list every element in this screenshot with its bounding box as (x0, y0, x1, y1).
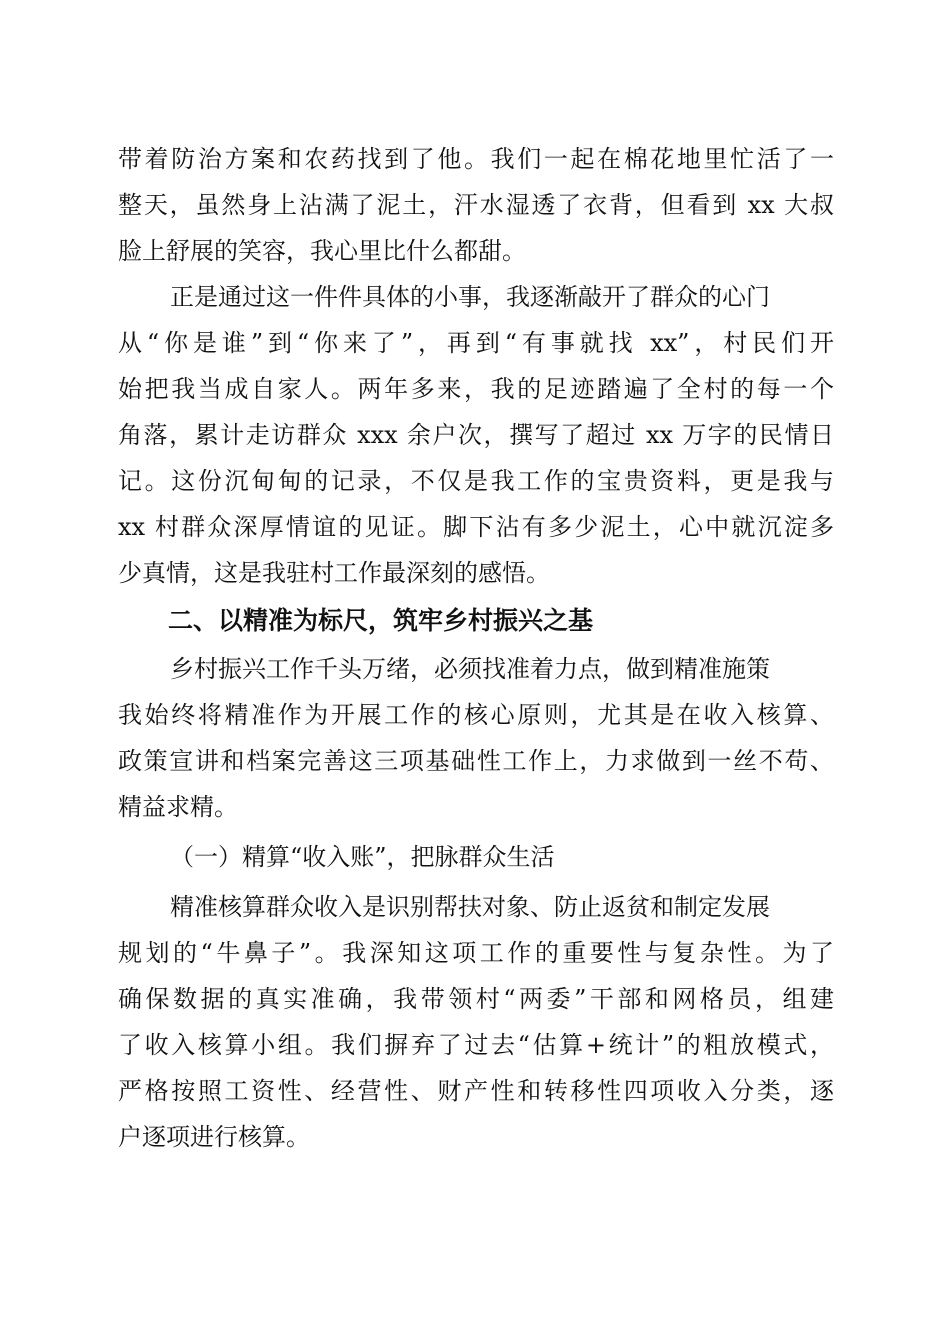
text-line: 确保数据的真实准确，我带领村“两委”干部和网格员，组建 (118, 985, 834, 1013)
paragraph-3 (118, 646, 834, 830)
document-page (118, 136, 834, 1160)
text-line: 记。这份沉甸甸的记录，不仅是我工作的宝贵资料，更是我与 (118, 467, 834, 495)
text-line: 户逐项进行核算。 (118, 1123, 310, 1151)
text-line: 带着防治方案和农药找到了他。我们一起在棉花地里忙活了一 (118, 145, 834, 173)
text-line: 始把我当成自家人。两年多来，我的足迹踏遍了全村的每一个 (118, 375, 834, 403)
section-heading: 二、以精准为标尺，筑牢乡村振兴之基 (168, 606, 594, 635)
text-line: 我始终将精准作为开展工作的核心原则，尤其是在收入核算、 (118, 701, 834, 729)
paragraph-2 (118, 274, 834, 596)
text-line: xx 村群众深厚情谊的见证。脚下沾有多少泥土，心中就沉淀多 (118, 513, 834, 541)
paragraph-4 (118, 884, 834, 1160)
text-line: 精益求精。 (118, 793, 238, 821)
text-line: 角落，累计走访群众 xxx 余户次，撰写了超过 xx 万字的民情日 (118, 421, 834, 449)
text-line: 政策宣讲和档案完善这三项基础性工作上，力求做到一丝不苟、 (118, 747, 834, 775)
text-line: 规划的“牛鼻子”。我深知这项工作的重要性与复杂性。为了 (118, 939, 834, 967)
text-line: 精准核算群众收入是识别帮扶对象、防止返贫和制定发展 (170, 893, 770, 921)
text-line: 脸上舒展的笑容，我心里比什么都甜。 (118, 237, 526, 265)
paragraph-1 (118, 136, 834, 274)
text-line: 乡村振兴工作千头万绪，必须找准着力点，做到精准施策 (170, 655, 770, 683)
text-line: 少真情，这是我驻村工作最深刻的感悟。 (118, 559, 550, 587)
text-line: 了收入核算小组。我们摒弃了过去“估算+统计”的粗放模式， (118, 1031, 834, 1059)
text-line: 严格按照工资性、经营性、财产性和转移性四项收入分类，逐 (118, 1077, 834, 1105)
text-line: 整天，虽然身上沾满了泥土，汗水湿透了衣背，但看到 xx 大叔 (118, 191, 834, 219)
text-line: 正是通过这一件件具体的小事，我逐渐敲开了群众的心门 (170, 283, 770, 311)
text-line: 从“你是谁”到“你来了”，再到“有事就找 xx”，村民们开 (118, 329, 834, 357)
subsection-heading: （一）精算“收入账”，把脉群众生活 (170, 843, 555, 871)
